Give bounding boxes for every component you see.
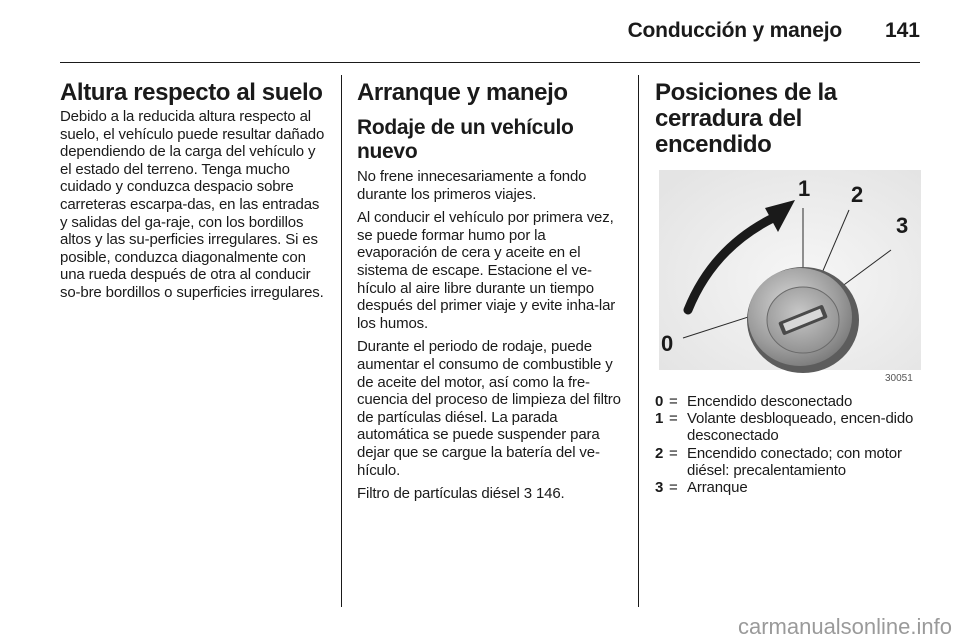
position-label-2: 2 — [851, 182, 864, 207]
legend-item — [655, 393, 923, 410]
cross-reference-text: Filtro de partículas diésel — [357, 485, 520, 503]
ignition-lock-illustration — [655, 170, 921, 385]
section-heading-starting-driving: Arranque y manejo — [357, 79, 568, 106]
legend-key: 3 — [655, 479, 664, 497]
legend-separator: = — [669, 410, 678, 428]
page-number: 141 — [884, 19, 920, 42]
ignition-lock-figure — [655, 170, 921, 385]
legend-key: 2 — [655, 444, 664, 462]
section-heading-ground-clearance: Altura respecto al suelo — [60, 79, 323, 106]
position-legend — [655, 393, 923, 496]
legend-text: Volante desbloqueado, encen-dido desconectado — [687, 410, 914, 445]
column-starting-driving — [357, 80, 622, 509]
running-in-paragraph-3: Durante el periodo de rodaje, puede aumentar el consumo de combustible y de aceite del motor, así como la fre-cuencia del proceso de limpieza del filtro de partículas diésel. La parada automática se puede suspender para dejar que se cargue la batería del ve-hículo. — [357, 338, 621, 479]
column-ground-clearance — [60, 80, 326, 308]
reference-arrow-icon: 3 — [523, 485, 532, 503]
position-label-1: 1 — [798, 176, 811, 201]
running-title: Conducción y manejo — [627, 19, 842, 42]
figure-code: 30051 — [885, 373, 913, 384]
position-label-0: 0 — [661, 331, 674, 356]
legend-text: Arranque — [687, 479, 748, 497]
running-in-paragraph-1: No frene innecesariamente a fondo durante los primeros viajes. — [357, 168, 587, 203]
watermark: carmanualsonline.info — [737, 614, 952, 639]
page-header — [60, 0, 920, 63]
running-in-paragraph-2: Al conducir el vehículo por primera vez, se puede formar humo por la evaporación de cera y aceite en el sistema de escape. Estacione el ve-hículo al aire libre durante un tiempo después del primer viaje y evite inha-lar los humos. — [357, 209, 616, 332]
legend-separator: = — [669, 444, 678, 462]
subheading-running-in: Rodaje de un vehículo nuevo — [357, 116, 574, 163]
cross-reference[interactable] — [357, 485, 622, 503]
legend-separator: = — [669, 393, 678, 410]
column-ignition-positions — [655, 80, 923, 496]
legend-key: 1 — [655, 410, 664, 428]
ground-clearance-paragraph: Debido a la reducida altura respecto al suelo, el vehículo puede resultar dañado dependiendo de la carga del vehículo y el estado del terreno. Tenga mucho cuidado y conduzca despacio sobre carreteras escarpa-das, en las entradas y salidas del ga-raje, con los bordillos altos y las su-perficies irregulares. Si es posible, conduzca diagonalmente con una rueda después de otra al conducir so-bre bordillos o superficies irregulares. — [60, 108, 325, 301]
legend-key: 0 — [655, 393, 664, 410]
legend-item — [655, 445, 923, 479]
position-label-3: 3 — [896, 213, 909, 238]
cross-reference-page: 146. — [535, 485, 565, 503]
column-divider-1 — [341, 75, 342, 607]
section-heading-ignition: Posiciones de la cerradura del encendido — [655, 79, 837, 158]
legend-text: Encendido conectado; con motor diésel: precalentamiento — [687, 444, 902, 479]
legend-text: Encendido desconectado — [687, 393, 853, 410]
column-divider-2 — [638, 75, 639, 607]
legend-item — [655, 479, 923, 496]
legend-item — [655, 410, 923, 444]
legend-separator: = — [669, 479, 678, 497]
